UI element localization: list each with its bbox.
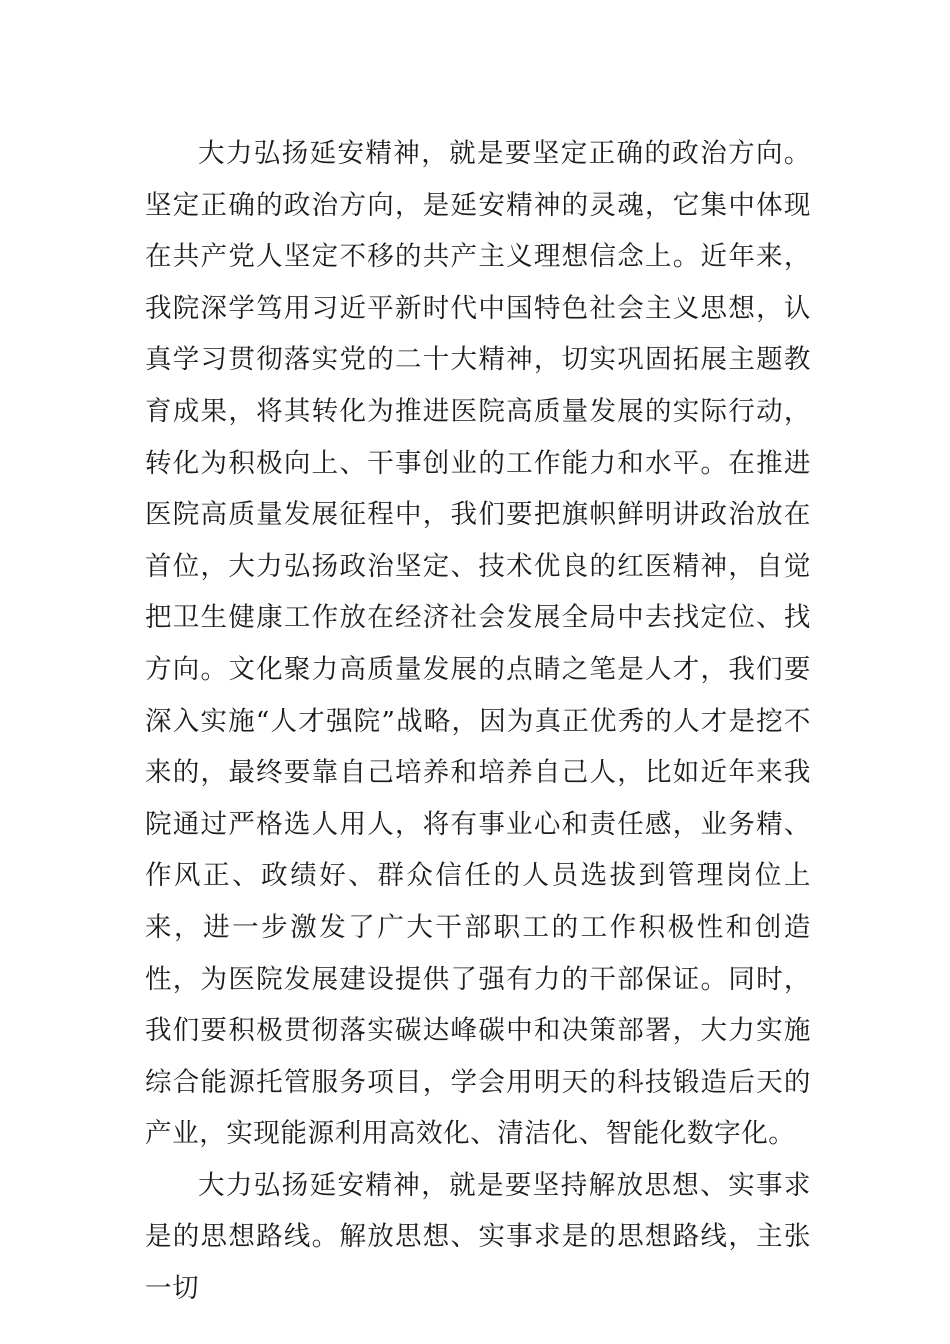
paragraph-political-direction: 大力弘扬延安精神，就是要坚定正确的政治方向。坚定正确的政治方向，是延安精神的灵魂，它集中体现在共产党人坚定不移的共产主义理想信念上。近年来，我院深学笃用习近平新时代中国特色社会主义思想，认真学习贯彻落实党的二十大精神，切实巩固拓展主题教育成果，将其转化为推进医院高质量发展的实际行动，转化为积极向上、干事创业的工作能力和水平。在推进医院高质量发展征程中，我们要把旗帜鲜明讲政治放在首位，大力弘扬政治坚定、技术优良的红医精神，自觉把卫生健康工作放在经济社会发展全局中去找定位、找方向。文化聚力高质量发展的点睛之笔是人才，我们要深入实施“人才强院”战略，因为真正优秀的人才是挖不来的，最终要靠自己培养和培养自己人，比如近年来我院通过严格选人用人，将有事业心和责任感，业务精、作风正、政绩好、群众信任的人员选拔到管理岗位上来，进一步激发了广大干部职工的工作积极性和创造性，为医院发展建设提供了强有力的干部保证。同时，我们要积极贯彻落实碳达峰碳中和决策部署，大力实施综合能源托管服务项目，学会用明天的科技锻造后天的产业，实现能源利用高效化、清洁化、智能化数字化。: [145, 138, 811, 1150]
paragraph-ideological-line: 大力弘扬延安精神，就是要坚持解放思想、实事求是的思想路线。解放思想、实事求是的思想路线，主张一切: [145, 1169, 811, 1305]
document-body: [145, 128, 811, 1315]
